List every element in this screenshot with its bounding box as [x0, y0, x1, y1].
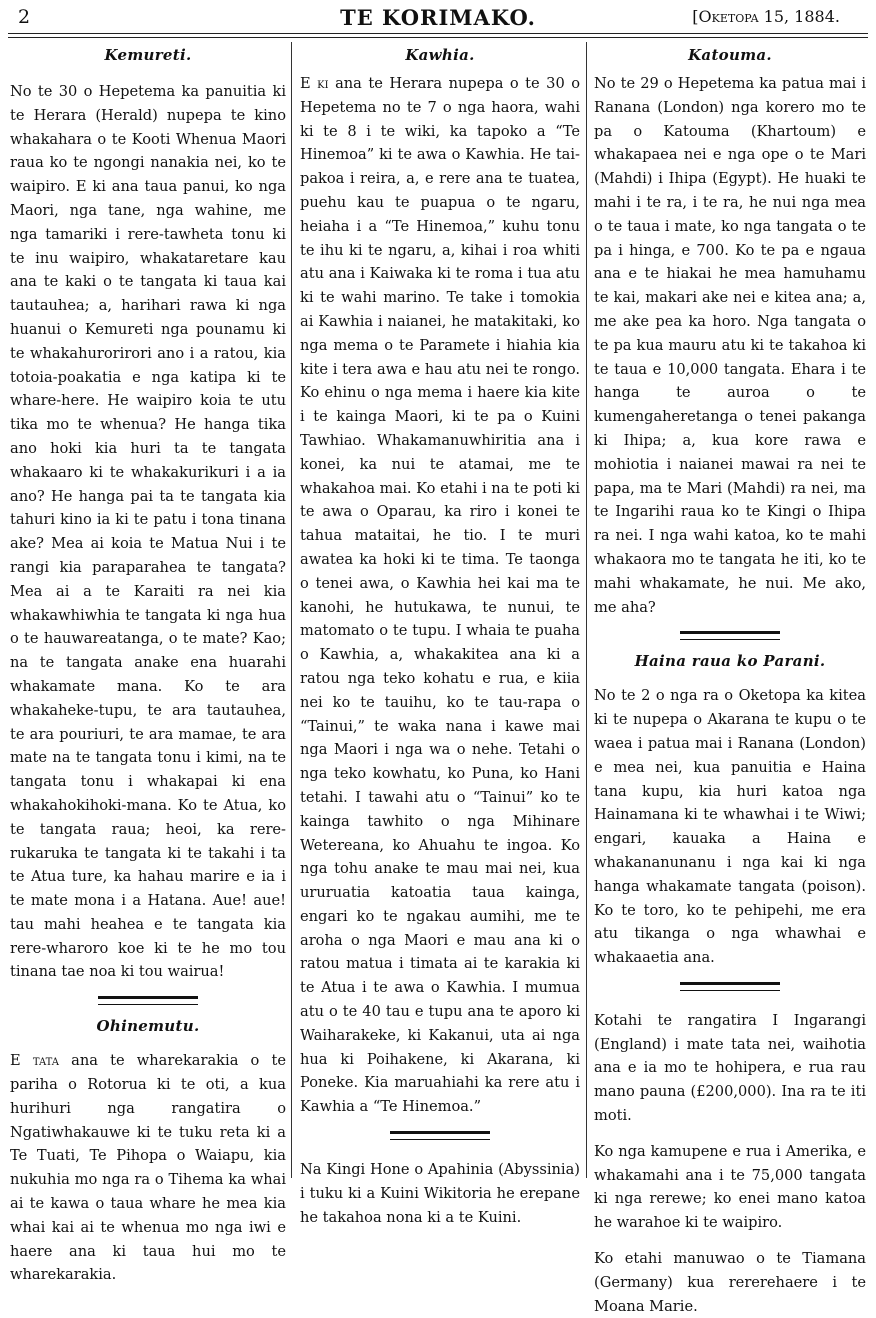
column-2 — [298, 42, 582, 1226]
section-separator — [98, 996, 198, 1005]
article-title-kemureti: Kemureti. — [104, 46, 192, 64]
lead-in: E ki — [300, 75, 329, 92]
section-separator — [390, 1131, 490, 1140]
article-body-amerika: Ko nga kamupene e rua i Amerika, e whakamahi ana i te 75,000 tangata ki nga rerewe; ko enei mano katoa he warahoe ki te waipiro. — [594, 1142, 866, 1232]
section-separator — [680, 982, 780, 991]
article-body-haina-parani: No te 2 o nga ra o Oketopa ka kitea ki te nupepa o Akarana te kupu o te waea i patua mai i Ranana (London) e mea nei, kua panuitia e Haina tana kupu, kia huri katoa nga Hainamana ki te whawhai i te Wiwi; engari, kauaka a Haina e whakananunanu i nga kai ki nga hanga whakamate tangata (poison). Ko te toro, ko te pehipehi, me era atu tikanga o nga whawhai e whakaaetia ana. — [594, 687, 866, 967]
article-title-ohinemutu: Ohinemutu. — [96, 1017, 200, 1036]
issue-date: [Oketopa 15, 1884. — [692, 7, 840, 26]
article-text: ana te wharekarakia o te pariha o Rotorua ki te oti, a kua hurihuri nga rangatira o Ngatiwhakauwe ki te tuku reta ki a Te Tuati, Te Pihopa o Waiapu, kia nukuhia mo nga ra o Tihema ka whai ai te kawa o taua whare he mea kia whai kai ai te whenua mo nga iwi e haere ana ki taua hui mo te wharekarakia. — [10, 1052, 287, 1284]
column-3 — [592, 42, 868, 1315]
article-body-katouma: No te 29 o Hepetema ka patua mai i Ranana (London) nga korero mo te pa o Katouma (Khartoum) e whakapaea nei e nga ope o te Mari (Mahdi) i Ihipa (Egypt). He huaki te mahi i te ra, i te ra, he nui nga mea o te taua i mate, ko nga tangata o te pa i hinga, e 700. Ko te pa e ngaua ana e te hiakai he mea hamuhamu te kai, makari ake nei e kitea ana; a, me ake pea ka horo. Nga tangata o te pa kua mauru atu ki te takahoa ki te taua e 10,000 tangata. Ehara i te hanga te auroa o te kumengaheretanga o tenei pakanga ki Ihipa; a, kua kore rawa e mohiotia i naianei mawai ra nei te papa, ma te Mari (Mahdi) ra nei, ma te Ingarihi raua ko te Kingi o Ihipa ra nei. I nga wahi katoa, ko te mahi whakaora mo te tangata he iti, ko te mahi whakamate, he nui. Me ako, me aha? — [594, 75, 866, 616]
article-title-katouma: Katouma. — [688, 46, 772, 64]
header-rule-double — [8, 37, 868, 38]
article-body-kemureti: No te 30 o Hepetema ka panuitia ki te Herara (Herald) nupepa te kino whakahara o te Kooti Whenua Maori raua ko te ngongi nanakia nei, ko te waipiro. E ki ana taua panui, ko nga Maori, nga tane, nga wahine, me nga tamariki i rere-tawheta tonu ki te inu waipiro, whakataretare kau ana te kaki o te tangata ki taua kai tautauhea; a, harihari rawa ki nga huanui o Kemureti nga pounamu ki te whakahurorirori ano i a ratou, kia totoia-poakatia e nga katipa ki te whare-here. He waipiro koia te utu tika mo te whenua? He hanga tika ano hoki kia huri ta te tangata whakaaro ki te whakakurikuri i a ia ano? He hanga pai ta te tangata kia tahuri kino ia ki te patu i tona tinana ake? Mea ai koia te Matua Nui i te rangi kia paraparahea te tangata? Mea ai a te Karaiti ra nei kia whakawhiwhia te tangata ki nga hua o te hauwareatanga, o te mate? Kao; na te tangata anake ena huarahi whakamate mana. Ko te ara whakaheke-tupu, te ara tautauhea, te ara pouriuri, te ara mamae, te ara mate na te tangata tonu i kimi, na te tangata tonu i whakapai ki ena whakahokihoki-mana. Ko te Atua, ko te tangata raua; heoi, ka rere-rukaruka te tangata ki te takahi i ta te Atua ture, ka hahau marire e ia i te mate mona i a Hatana. Aue! aue! tau mahi heahea e te tangata kia rere-wharoro koe ki te he mo tou tinana tae noa ki tou wairua! — [10, 83, 286, 981]
page-header — [0, 0, 876, 38]
column-1 — [8, 42, 288, 1284]
article-title-haina-parani: Haina raua ko Parani. — [634, 652, 826, 671]
header-rule — [8, 33, 868, 34]
article-body-ohinemutu — [10, 1043, 286, 1287]
page-number: 2 — [18, 6, 31, 28]
article-body-ingarangi: Kotahi te rangatira I Ingarangi (England) i mate tata nei, waihotia ana e ia mo te hohipera, e rua rau mano pauna (£200,000). Ina ra te iti moti. — [594, 1011, 866, 1125]
article-title-kawhia: Kawhia. — [405, 46, 475, 64]
lead-in: E tata — [10, 1052, 59, 1070]
article-body-apahinia: Na Kingi Hone o Apahinia (Abyssinia) i tuku ki a Kuini Wikitoria he erepane he takahoa nona ki a te Kuini. — [300, 1161, 580, 1226]
column-divider — [586, 42, 587, 1178]
article-body-kawhia — [300, 72, 580, 1119]
column-divider — [291, 42, 292, 1178]
article-body-tiamana: Ko etahi manuwao o te Tiamana (Germany) kua rererehaere i te Moana Marie. — [594, 1250, 866, 1315]
article-text: ana te Herara nupepa o te 30 o Hepetema no te 7 o nga haora, wahi ki te 8 i te wiki, ka tapoko a “Te Hinemoa” ki te awa o Kawhia. He tai-pakoa i reira, a, e rere ana te tuatea, puehu kau te puapua o te ngaru, heiaha i a “Te Hinemoa,” kuhu tonu te ihu ki te ngaru, a, kihai i roa whiti atu ana i Kaiwaka ki te roma i tua atu ki te wahi marino. Te take i tomokia ai Kawhia i naianei, he matakitaki, ko nga mema o te Paramete i hiahia kia kite i tera awa e hau atu nei te rongo. Ko ehinu o nga mema i haere kia kite i te kainga Maori, ki te pa o Kuini Tawhiao. Whakamanuwhiritia ana i konei, ka nui te atamai, me te whakahoa mai. Ko etahi i na te poti ki te awa o Oparau, ka riro i konei te tahua mataitai, he tio. I te muri awatea ka hoki ki te tima. Te taonga o tenei awa, o Kawhia hei kai ma te kanohi, he hutukawa, te nunui, te matomato o te tupu. I whaia te puaha o Kawhia, a, whakakitea ana ki a ratou nga teko kohatu e rua, e kiia nei ko te tauihu, ko te tau-rapa o “Tainui,” te waka nana i kawe mai nga Maori i nga wa o nehe. Tetahi o nga teko kowhatu, ko Puna, ko Hani tetahi. I tawahi atu o “Tainui” ko te kainga tawhito o nga Mihinare Wetereana, ko Ahuahu te ingoa. Ko nga tohu anake te mau mai nei, kua ururuatia katoatia taua kainga, engari ko te ngakau aumihi, me te aroha o nga Maori e mau ana ki o ratou matua i timata ai te karakia ki te Atua i te awa o Kawhia. I mumua atu o te 40 tau e tupu ana te aporo ki Waiharakeke, ki Kakanui, uta ai nga hua ki Poihakene, ki Akarana, ki Poneke. Kia maruahiahi ka rere atu i Kawhia a “Te Hinemoa.” — [300, 75, 581, 1116]
section-separator — [680, 631, 780, 640]
masthead-title: TE KORIMAKO. — [340, 5, 536, 30]
